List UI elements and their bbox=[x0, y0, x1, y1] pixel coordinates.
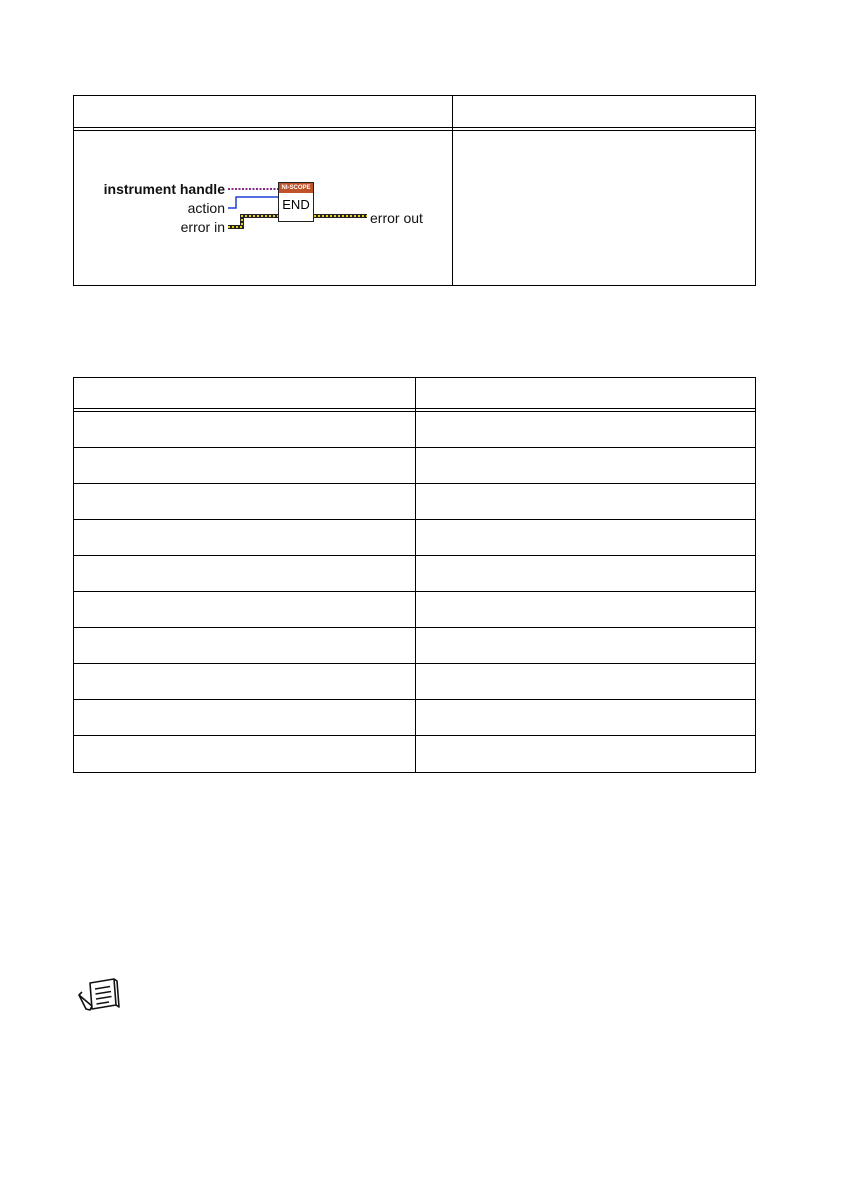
note-icon bbox=[76, 975, 120, 1015]
table-row-divider bbox=[74, 483, 755, 484]
table-row-divider bbox=[74, 555, 755, 556]
error-in-wire bbox=[228, 216, 279, 227]
error-out-label: error out bbox=[370, 210, 423, 226]
vi-block-diagram bbox=[74, 96, 452, 285]
niscope-end-vi-icon bbox=[278, 182, 314, 222]
table-row-divider bbox=[74, 591, 755, 592]
action-wire bbox=[228, 197, 279, 208]
parameter-table bbox=[73, 377, 756, 773]
column-divider bbox=[415, 378, 416, 772]
vi-name: END bbox=[282, 197, 310, 212]
error-in-label: error in bbox=[180, 219, 225, 235]
action-label: action bbox=[187, 200, 225, 216]
table-row-divider bbox=[74, 519, 755, 520]
table-row-divider bbox=[74, 663, 755, 664]
table-row-divider bbox=[74, 735, 755, 736]
column-divider bbox=[452, 96, 453, 285]
table-row-divider bbox=[74, 447, 755, 448]
block-diagram-table bbox=[73, 95, 756, 286]
table-row-divider bbox=[74, 699, 755, 700]
vi-banner: NI-SCOPE bbox=[279, 183, 313, 193]
table-row-divider bbox=[74, 627, 755, 628]
instrument-handle-label: instrument handle bbox=[103, 181, 225, 197]
